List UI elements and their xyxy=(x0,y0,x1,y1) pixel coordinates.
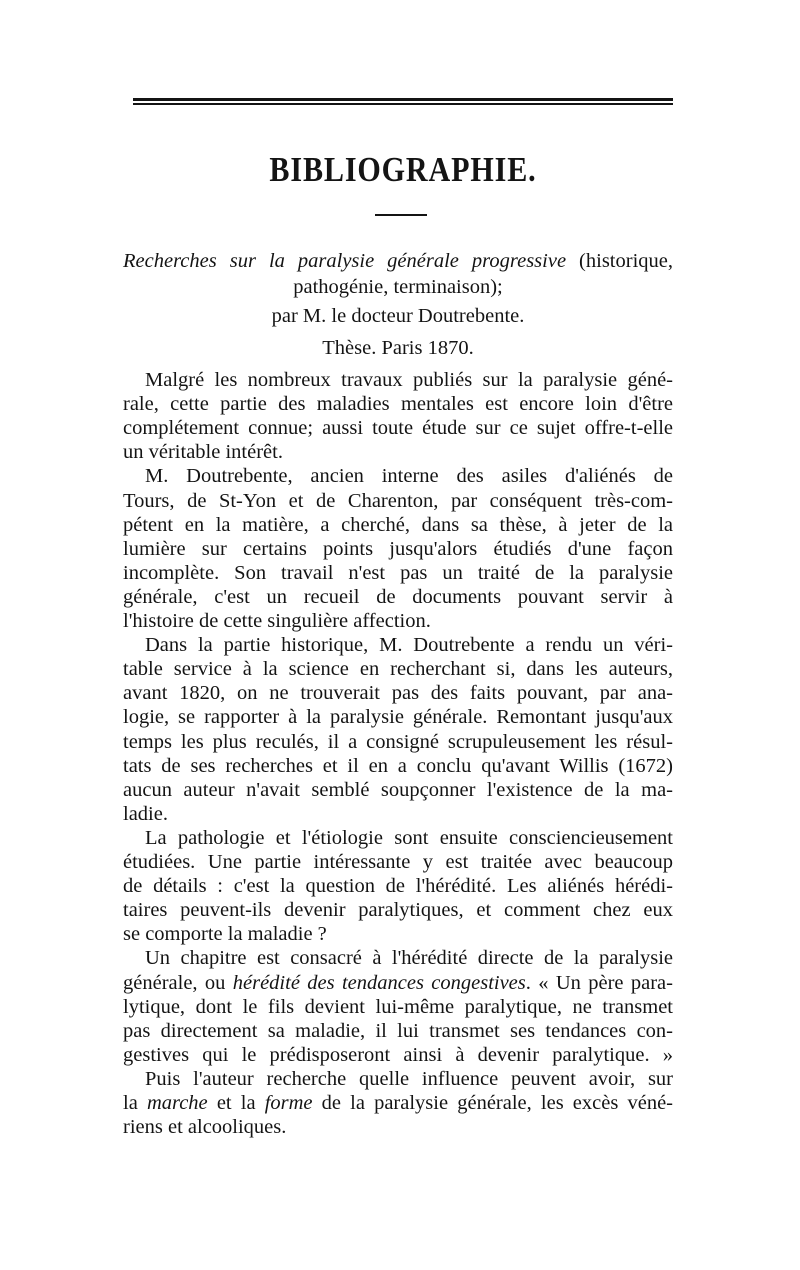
text-run: aucun auteur n'avait semblé soupçonner l'existence de la ma- xyxy=(123,778,673,801)
text-run: l'histoire de cette singulière affection. xyxy=(123,610,431,632)
text-line xyxy=(123,850,673,874)
text-line xyxy=(123,609,673,633)
text-line xyxy=(123,681,673,705)
text-run: Tours, de St-Yon et de Charenton, par conséquent très-com- xyxy=(123,489,673,512)
text-run: lytique, dont le fils devient lui-même paralytique, ne transmet xyxy=(123,995,673,1018)
text-run: Malgré les nombreux travaux publiés sur la paralysie géné- xyxy=(145,369,673,391)
text-run: riens et alcooliques. xyxy=(123,1116,287,1139)
text-run: gestives qui le prédisposeront ainsi à devenir paralytique. » xyxy=(123,1043,673,1066)
text-line xyxy=(123,898,673,922)
text-run: par M. le docteur Doutrebente. xyxy=(271,305,525,327)
text-line xyxy=(123,392,673,416)
italic-text: la xyxy=(268,250,298,272)
text-run: logie, se rapporter à la paralysie générale. Remontant jusqu'aux xyxy=(123,706,673,729)
text-run: de détails : c'est la question de l'hérédité. Les aliénés hérédi- xyxy=(123,875,673,898)
text-run: la xyxy=(123,1092,147,1114)
text-line xyxy=(123,416,673,440)
text-line xyxy=(123,657,673,681)
text-line xyxy=(123,1091,673,1115)
italic-text: hérédité des tendances congestives xyxy=(232,971,526,994)
text-run: complétement connue; aussi toute étude sur ce sujet offre-t-elle xyxy=(123,417,673,440)
text-line xyxy=(123,730,673,754)
text-line xyxy=(123,537,673,561)
text-line xyxy=(123,513,673,537)
text-run: et la xyxy=(207,1092,265,1114)
text-run: pétent en la matière, a cherché, dans sa thèse, à jeter de la xyxy=(123,513,673,536)
text-line xyxy=(145,368,673,392)
text-run: générale, c'est un recueil de documents pouvant servir à xyxy=(123,585,673,608)
text-line xyxy=(123,304,673,328)
text-line xyxy=(145,633,673,657)
text-line xyxy=(123,778,673,802)
text-line xyxy=(145,1067,673,1091)
text-line xyxy=(123,489,673,513)
italic-text: Recherches xyxy=(123,250,217,272)
text-run: La pathologie et l'étiologie sont ensuite consciencieusement xyxy=(145,826,673,849)
text-run: pathogénie, terminaison); xyxy=(293,276,503,298)
text-run: ladie. xyxy=(123,802,168,825)
text-line xyxy=(123,922,673,946)
top-double-rule-thin xyxy=(133,103,673,105)
text-run: incomplète. Son travail n'est pas un traité de la paralysie xyxy=(123,561,673,584)
italic-text: marche xyxy=(146,1092,208,1114)
title-divider xyxy=(375,214,427,216)
text-line xyxy=(145,464,673,488)
text-line xyxy=(145,946,673,970)
text-run: tats de ses recherches et il en a conclu qu'avant Willis (1672) xyxy=(123,754,673,777)
top-double-rule-thick xyxy=(133,98,673,101)
text-run: générale, ou xyxy=(123,971,233,994)
text-run: (historique, xyxy=(566,250,673,272)
text-line xyxy=(123,336,673,360)
text-run: taires peuvent-ils devenir paralytiques, et comment chez eux xyxy=(123,899,673,922)
text-run: Dans la partie historique, M. Doutrebente a rendu un véri- xyxy=(145,634,673,657)
text-run: temps les plus reculés, il a consigné scrupuleusement les résul- xyxy=(123,730,673,753)
text-line xyxy=(123,585,673,609)
text-run: un véritable intérêt. xyxy=(123,441,283,464)
text-run: rale, cette partie des maladies mentales est encore loin d'être xyxy=(123,393,673,416)
text-line xyxy=(123,754,673,778)
text-run: table service à la science en recherchant si, dans les auteurs, xyxy=(123,658,673,681)
text-run: étudiées. Une partie intéressante y est traitée avec beaucoup xyxy=(123,851,673,873)
text-run: M. Doutrebente, ancien interne des asiles d'aliénés de xyxy=(145,465,673,488)
text-run: se comporte la maladie ? xyxy=(123,923,327,946)
text-run: avant 1820, on ne trouverait pas des faits pouvant, par ana- xyxy=(123,682,673,705)
text-line xyxy=(123,802,673,826)
text-line xyxy=(123,971,673,995)
text-line xyxy=(123,561,673,585)
italic-text: forme xyxy=(264,1092,313,1114)
text-line xyxy=(123,874,673,898)
text-run: . « Un père para- xyxy=(525,971,673,994)
text-line xyxy=(123,440,673,464)
text-line xyxy=(123,705,673,729)
text-run: Puis l'auteur recherche quelle influence peuvent avoir, sur xyxy=(145,1067,673,1090)
page-title: BIBLIOGRAPHIE. xyxy=(269,150,537,189)
text-line xyxy=(123,1043,673,1067)
text-run: Thèse. Paris 1870. xyxy=(322,337,474,359)
italic-text: sur xyxy=(216,250,269,272)
text-line xyxy=(123,275,673,299)
text-run: pas directement sa maladie, il lui transmet ses tendances con- xyxy=(123,1019,673,1042)
text-line xyxy=(123,1019,673,1043)
text-run: de la paralysie générale, les excès véné- xyxy=(312,1092,673,1114)
text-line xyxy=(123,249,673,273)
text-line xyxy=(123,1115,673,1139)
text-line xyxy=(145,826,673,850)
text-line xyxy=(123,995,673,1019)
italic-text: paralysie générale progressive xyxy=(297,250,567,272)
text-run: Un chapitre est consacré à l'hérédité directe de la paralysie xyxy=(145,947,673,970)
text-run: lumière sur certains points jusqu'alors étudiés d'une façon xyxy=(123,537,673,560)
